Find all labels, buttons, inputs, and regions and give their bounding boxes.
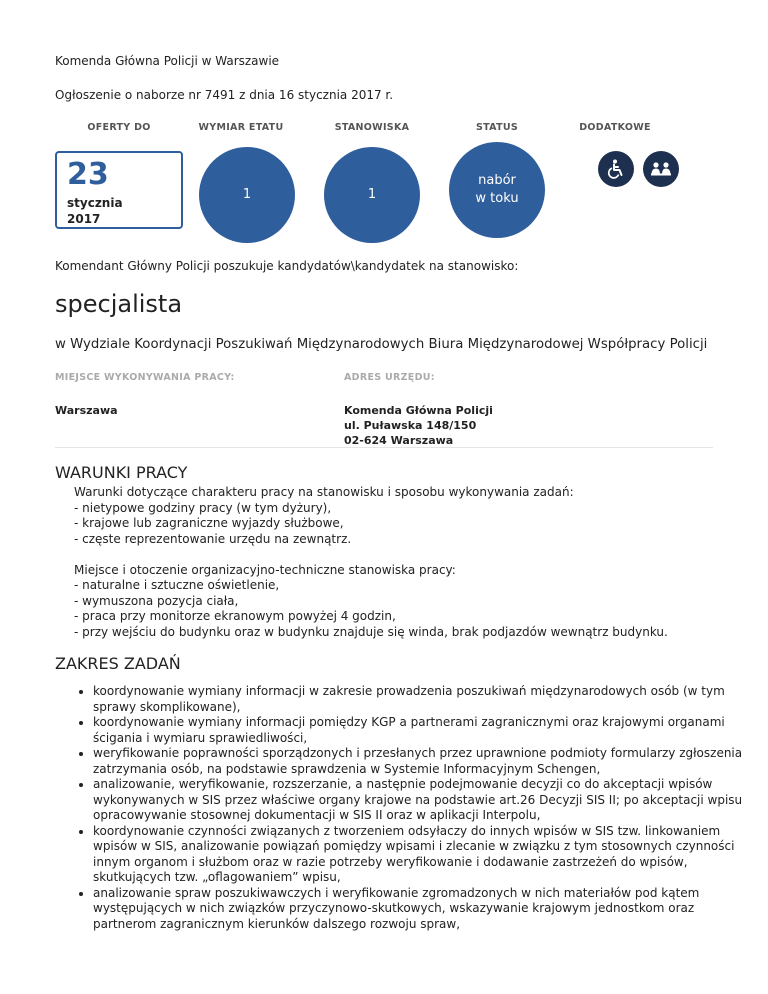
status-line1: nabór (478, 173, 516, 188)
intro-text: Komendant Główny Policji poszukuje kandydatów\kandydatek na stanowisko: (55, 259, 519, 273)
wheelchair-icon (598, 151, 634, 187)
conditions-line: - naturalne i sztuczne oświetlenie, (74, 578, 280, 592)
positions-circle (324, 147, 420, 243)
list-item: • weryfikowanie poprawności sporządzonych i przesłanych przez uprawnione podmioty formularzy zgłoszenia zatrzymania osób, na podstawie sprawdzenia w Systemie Informacyjnym Schengen, (93, 746, 743, 777)
conditions-line: - praca przy monitorze ekranowym powyżej 4 godzin, (74, 609, 396, 623)
conditions-line: - krajowe lub zagraniczne wyjazdy służbowe, (74, 516, 344, 530)
col-positions-heading: STANOWISKA (334, 122, 410, 133)
position-title: specjalista (55, 290, 183, 318)
positions-value: 1 (367, 187, 377, 202)
conditions-line: Miejsce i otoczenie organizacyjno-techniczne stanowiska pracy: (74, 562, 456, 577)
department-text: w Wydziale Koordynacji Poszukiwań Międzynarodowych Biura Międzynarodowej Współpracy Policji (55, 337, 708, 352)
conditions-line: - wymuszona pozycja ciała, (74, 593, 239, 608)
deadline-month: stycznia (67, 196, 123, 210)
col-time-heading: WYMIAR ETATU (198, 122, 284, 133)
conditions-line: Warunki dotyczące charakteru pracy na stanowisku i sposobu wykonywania zadań: (74, 485, 574, 499)
list-item: • koordynowanie wymiany informacji w zakresie prowadzenia poszukiwań międzynarodowych osób (w tym sprawy skomplikowane), (93, 684, 743, 715)
list-item: • koordynowanie wymiany informacji pomiędzy KGP a partnerami zagranicznymi oraz krajowymi organami ścigania i wymiaru sprawiedliwości, (93, 715, 743, 746)
conditions-line: - przy wejściu do budynku oraz w budynku znajduje się winda, brak podjazdów wewnątrz budynku. (74, 624, 668, 639)
place-value: Warszawa (55, 404, 118, 417)
list-item: • analizowanie, weryfikowanie, rozszerzanie, a następnie podejmowanie decyzji co do akceptacji wpisów wykonywanych w SIS przez właściwe organy krajowe na podstawie art.26 Decyzji SIS II; po akceptacji wpisu opracowywanie stosownej dokumentacji w SIS II oraz w aplikacji Interpolu, (93, 777, 743, 824)
address-label: ADRES URZĘDU: (344, 372, 435, 383)
tasks-list (55, 684, 743, 932)
address-block (344, 403, 493, 448)
divider (55, 447, 713, 448)
conditions-line: - częste reprezentowanie urzędu na zewnątrz. (74, 531, 352, 546)
conditions-spacer (74, 547, 668, 563)
place-label: MIEJSCE WYKONYWANIA PRACY: (55, 372, 235, 383)
announcement-title: Ogłoszenie o naborze nr 7491 z dnia 16 stycznia 2017 r. (55, 88, 394, 102)
col-extra-heading: DODATKOWE (579, 122, 651, 133)
list-item: • koordynowanie czynności związanych z tworzeniem odsyłaczy do innych wpisów w SIS tzw. linkowaniem wpisów w SIS, analizowanie powiązań pomiędzy wpisami i zlecanie w związku z tym stosownych czynności innym organom i służbom oraz w razie potrzeby weryfikowanie i dodawanie zastrzeżeń do wpisów, skutkujących tzw. „oflagowaniem” wpisu, (93, 824, 743, 886)
deadline-day: 23 (67, 157, 109, 192)
tasks-heading: ZAKRES ZADAŃ (55, 654, 181, 673)
list-item: • analizowanie spraw poszukiwawczych i weryfikowanie zgromadzonych w nich materiałów pod kątem występujących w nich związków przyczynowo-skutkowych, wskazywanie krajowym jednostkom oraz partnerom zagranicznym kierunków dalszego rozwoju spraw, (93, 886, 743, 933)
deadline-box (55, 151, 183, 229)
institution-name: Komenda Główna Policji w Warszawie (55, 54, 280, 68)
time-value: 1 (242, 187, 252, 202)
conditions-line: - nietypowe godziny pracy (w tym dyżury), (74, 500, 332, 515)
address-line3: 02-624 Warszawa (344, 434, 454, 447)
time-circle (199, 147, 295, 243)
col-offers-heading: OFERTY DO (87, 122, 151, 133)
conditions-block (74, 485, 668, 640)
conditions-heading: WARUNKI PRACY (55, 463, 188, 482)
status-circle (449, 142, 545, 238)
address-line2: ul. Puławska 148/150 (344, 419, 477, 432)
deadline-year: 2017 (67, 212, 101, 226)
status-line2: w toku (475, 191, 519, 206)
address-line1: Komenda Główna Policji (344, 404, 493, 417)
col-status-heading: STATUS (475, 122, 519, 133)
people-icon (643, 151, 679, 187)
